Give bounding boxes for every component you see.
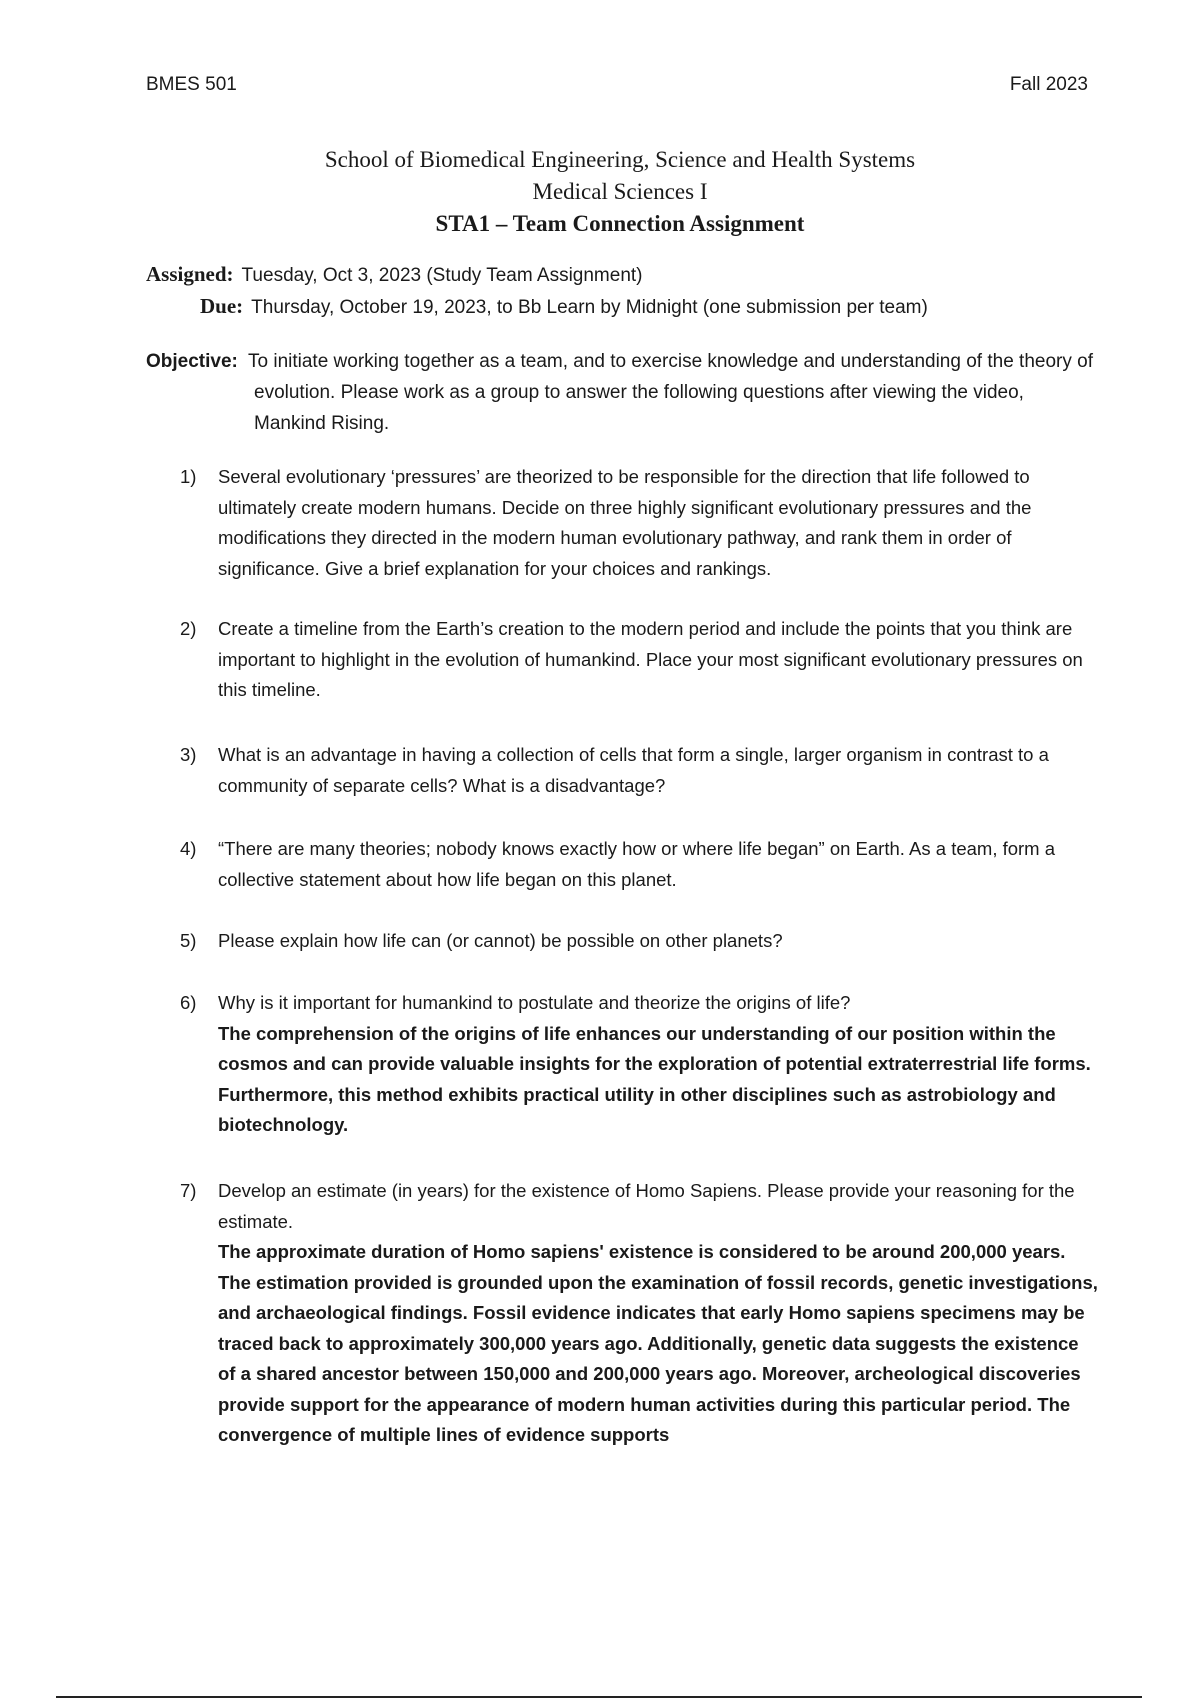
question-number: 4) (180, 838, 197, 859)
question-number: 5) (180, 930, 197, 951)
question-7 (180, 1176, 1100, 1451)
question-text: “There are many theories; nobody knows exactly how or where life began” on Earth. As a team, form a collective statement about how life began on this planet. (218, 838, 1056, 890)
bottom-rule (56, 1696, 1142, 1698)
title-block (0, 144, 1200, 240)
answer-text: The approximate duration of Homo sapiens' existence is considered to be around 200,000 years. The estimation provided is grounded upon the examination of fossil records, genetic investigations, and archaeological findings. Fossil evidence indicates that early Homo sapiens specimens may be traced back to approximately 300,000 years ago. Additionally, genetic data suggests the existence of a shared ancestor between 150,000 and 200,000 years ago. Moreover, archeological discoveries provide support for the appearance of modern human activities during this particular period. The convergence of multiple lines of evidence supports (218, 1241, 1098, 1445)
due-line (200, 294, 928, 319)
question-text: Create a timeline from the Earth’s creation to the modern period and include the points that you think are important to highlight in the evolution of humankind. Place your most significant evolutionary pressures on this timeline. (218, 618, 1083, 700)
question-text: Develop an estimate (in years) for the existence of Homo Sapiens. Please provide your reasoning for the estimate. (218, 1180, 1075, 1232)
question-3 (180, 740, 1100, 801)
question-2 (180, 614, 1100, 706)
question-6 (180, 988, 1100, 1141)
question-number: 7) (180, 1180, 197, 1201)
question-text: What is an advantage in having a collection of cells that form a single, larger organism in contrast to a community of separate cells? What is a disadvantage? (218, 744, 1049, 796)
question-number: 6) (180, 992, 197, 1013)
assigned-line (146, 262, 643, 287)
course-name: Medical Sciences I (532, 179, 708, 204)
question-4 (180, 834, 1100, 895)
question-text: Why is it important for humankind to postulate and theorize the origins of life? (218, 992, 851, 1013)
assigned-value: Tuesday, Oct 3, 2023 (Study Team Assignment) (241, 265, 643, 286)
objective-section (146, 346, 1096, 439)
answer-text: The comprehension of the origins of life enhances our understanding of our position within the cosmos and can provide valuable insights for the exploration of potential extraterrestrial life forms. Furthermore, this method exhibits practical utility in other disciplines such as astrobiology and biotechnology. (218, 1022, 1091, 1135)
assigned-label: Assigned: (146, 262, 234, 286)
question-1 (180, 462, 1100, 584)
course-code: BMES 501 (146, 74, 237, 95)
due-label: Due: (200, 294, 244, 318)
question-number: 2) (180, 618, 197, 639)
question-text: Several evolutionary ‘pressures’ are theorized to be responsible for the direction that life followed to ultimately create modern humans. Decide on three highly significant evolutionary pressures and the modifications they directed in the modern human evolutionary pathway, and rank them in order of significance. Give a brief explanation for your choices and rankings. (218, 466, 1032, 579)
question-number: 1) (180, 466, 197, 487)
question-text: Please explain how life can (or cannot) be possible on other planets? (218, 930, 783, 951)
question-5 (180, 926, 1100, 957)
question-number: 3) (180, 744, 197, 765)
school-name: School of Biomedical Engineering, Science and Health Systems (324, 147, 916, 172)
term-label: Fall 2023 (1009, 74, 1088, 95)
objective-text: To initiate working together as a team, and to exercise knowledge and understanding of the theory of evolution. Please work as a group to answer the following questions after viewing the video, Mankind Rising. (248, 351, 1093, 434)
due-value: Thursday, October 19, 2023, to Bb Learn by Midnight (one submission per team) (251, 297, 928, 318)
objective-label: Objective: (146, 351, 238, 372)
assignment-title: STA1 – Team Connection Assignment (435, 211, 805, 236)
